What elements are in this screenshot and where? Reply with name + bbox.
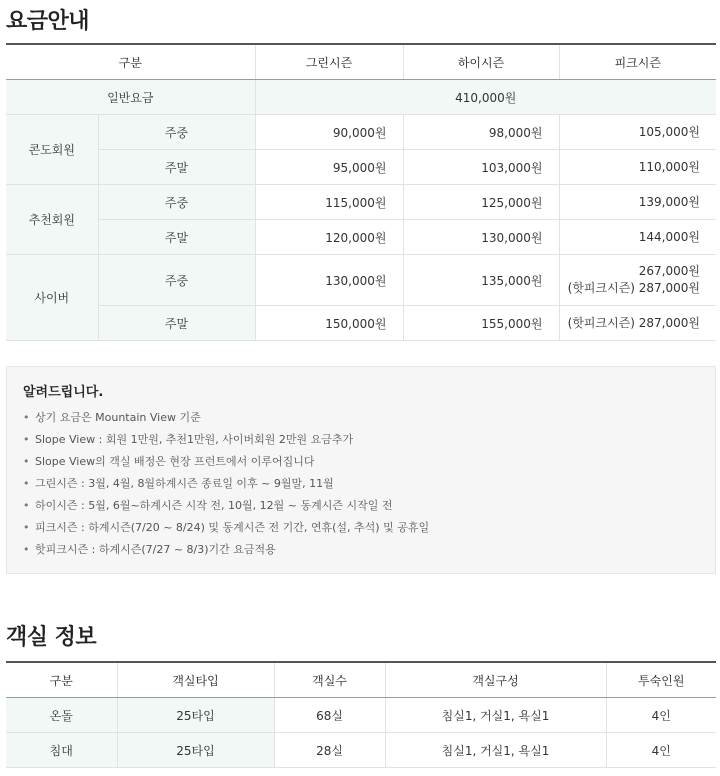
green-price: 95,000원 xyxy=(255,150,403,185)
green-price: 150,000원 xyxy=(255,306,403,341)
notice-item xyxy=(23,451,429,473)
pricing-table xyxy=(6,43,716,341)
header-high-season: 하이시즌 xyxy=(403,44,559,80)
notice-item-text: 핫피크시즌 : 하계시즌(7/27 ~ 8/3)기간 요금적용 xyxy=(35,543,276,556)
high-price: 135,000원 xyxy=(403,255,559,306)
notice-item-text: 하이시즌 : 5월, 6월~하계시즌 시작 전, 10월, 12월 ~ 동계시즌 시작일 전 xyxy=(35,499,393,512)
notice-item xyxy=(23,429,429,451)
notice-item xyxy=(23,495,429,517)
bullet-icon: • xyxy=(23,499,30,512)
green-price: 120,000원 xyxy=(255,220,403,255)
table-row xyxy=(6,150,716,185)
header-category: 구분 xyxy=(6,44,255,80)
header-capacity: 투숙인원 xyxy=(606,662,716,698)
peak-price-line: 144,000원 xyxy=(638,229,700,244)
peak-price xyxy=(559,306,716,341)
table-row xyxy=(6,185,716,220)
rooms-header-row xyxy=(6,662,716,698)
hot-peak-price-line: (핫피크시즌) 287,000원 xyxy=(567,281,700,295)
room-count: 68실 xyxy=(274,698,385,733)
notice-item xyxy=(23,473,429,495)
rooms-title: 객실 정보 xyxy=(6,625,97,650)
bullet-icon: • xyxy=(23,433,30,446)
general-rate-label: 일반요금 xyxy=(6,80,255,115)
table-row xyxy=(6,220,716,255)
notice-list xyxy=(23,407,429,561)
header-room-count: 객실수 xyxy=(274,662,385,698)
table-row xyxy=(6,306,716,341)
notice-item xyxy=(23,407,429,429)
peak-price xyxy=(559,220,716,255)
high-price: 130,000원 xyxy=(403,220,559,255)
room-type: 25타입 xyxy=(117,698,274,733)
notice-item xyxy=(23,539,429,561)
high-price: 103,000원 xyxy=(403,150,559,185)
peak-price xyxy=(559,115,716,150)
peak-price-line: 110,000원 xyxy=(638,159,700,174)
bullet-icon: • xyxy=(23,543,30,556)
notice-item-text: 피크시즌 : 하계시즌(7/20 ~ 8/24) 및 동계시즌 전 기간, 연휴(설, 추석) 및 공휴일 xyxy=(35,521,430,534)
pricing-header-row xyxy=(6,44,716,80)
table-row xyxy=(6,733,716,768)
peak-price-line: 105,000원 xyxy=(638,124,700,139)
high-price: 125,000원 xyxy=(403,185,559,220)
high-price: 98,000원 xyxy=(403,115,559,150)
room-count: 28실 xyxy=(274,733,385,768)
notice-item-text: Slope View : 회원 1만원, 추천1만원, 사이버회원 2만원 요금추가 xyxy=(35,433,354,446)
day-label: 주중 xyxy=(98,185,255,220)
group-label: 사이버 xyxy=(6,255,98,341)
day-label: 주말 xyxy=(98,220,255,255)
day-label: 주중 xyxy=(98,255,255,306)
notice-box xyxy=(6,366,716,574)
bullet-icon: • xyxy=(23,477,30,490)
notice-item-text: 상기 요금은 Mountain View 기준 xyxy=(35,411,201,424)
bullet-icon: • xyxy=(23,411,30,424)
notice-item xyxy=(23,517,429,539)
high-price: 155,000원 xyxy=(403,306,559,341)
header-room-type: 객실타입 xyxy=(117,662,274,698)
table-row xyxy=(6,115,716,150)
green-price: 115,000원 xyxy=(255,185,403,220)
peak-price xyxy=(559,150,716,185)
room-capacity: 4인 xyxy=(606,733,716,768)
notice-item-text: 그린시즌 : 3월, 4월, 8월하계시즌 종료일 이후 ~ 9월말, 11월 xyxy=(35,477,334,490)
peak-price xyxy=(559,185,716,220)
peak-price-line: 267,000원 xyxy=(638,264,700,278)
day-label: 주말 xyxy=(98,150,255,185)
general-rate-price: 410,000원 xyxy=(255,80,716,115)
green-price: 90,000원 xyxy=(255,115,403,150)
rooms-table xyxy=(6,661,716,768)
group-label: 콘도회원 xyxy=(6,115,98,185)
pricing-title: 요금안내 xyxy=(6,9,90,34)
day-label: 주중 xyxy=(98,115,255,150)
room-type: 25타입 xyxy=(117,733,274,768)
room-category: 침대 xyxy=(6,733,117,768)
hot-peak-price-line: (핫피크시즌) 287,000원 xyxy=(567,315,700,330)
day-label: 주말 xyxy=(98,306,255,341)
general-rate-row xyxy=(6,80,716,115)
green-price: 130,000원 xyxy=(255,255,403,306)
room-category: 온돌 xyxy=(6,698,117,733)
table-row xyxy=(6,255,716,306)
header-room-layout: 객실구성 xyxy=(385,662,606,698)
bullet-icon: • xyxy=(23,455,30,468)
bullet-icon: • xyxy=(23,521,30,534)
notice-title: 알려드립니다. xyxy=(23,385,104,400)
header-green-season: 그린시즌 xyxy=(255,44,403,80)
table-row xyxy=(6,698,716,733)
room-layout: 침실1, 거실1, 욕실1 xyxy=(385,733,606,768)
notice-item-text: Slope View의 객실 배정은 현장 프런트에서 이루어집니다 xyxy=(35,455,315,468)
peak-price xyxy=(559,255,716,306)
header-category: 구분 xyxy=(6,662,117,698)
room-layout: 침실1, 거실1, 욕실1 xyxy=(385,698,606,733)
peak-price-line: 139,000원 xyxy=(638,194,700,209)
group-label: 추천회원 xyxy=(6,185,98,255)
header-peak-season: 피크시즌 xyxy=(559,44,716,80)
room-capacity: 4인 xyxy=(606,698,716,733)
